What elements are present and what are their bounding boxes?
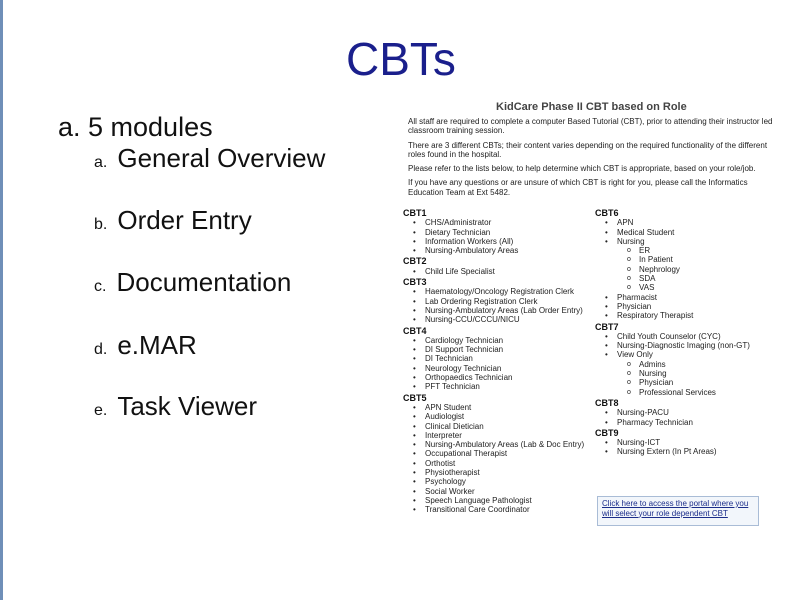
role-item: • Pharmacy Technician — [617, 418, 795, 427]
role-subitem: o SDA — [617, 274, 795, 283]
module-letter: b. — [94, 216, 108, 233]
role-item: • PFT Technician — [425, 382, 603, 391]
role-subitem: o Professional Services — [617, 388, 795, 397]
role-subitem: o ER — [617, 246, 795, 255]
role-item: • Information Workers (All) — [425, 237, 603, 246]
role-item: • Occupational Therapist — [425, 449, 603, 458]
role-item: • Nursing-CCU/CCCU/NICU — [425, 315, 603, 324]
cbt-group — [595, 429, 795, 457]
role-list — [595, 438, 795, 457]
role-item: • DI Support Technician — [425, 345, 603, 354]
role-item: • CHS/Administrator — [425, 218, 603, 227]
role-item: • Orthotist — [425, 459, 603, 468]
intro-paragraph: There are 3 different CBTs; their content varies depending on the required functionality of the different roles found in the hospital. — [408, 140, 768, 159]
intro-paragraph: All staff are required to complete a computer Based Tutorial (CBT), prior to attending their instructor led classroom training session. — [408, 117, 773, 136]
cbt-group — [403, 209, 603, 255]
cbt-heading: CBT9 — [595, 427, 619, 438]
role-item: • Pharmacist — [617, 293, 795, 302]
role-list — [403, 287, 603, 324]
role-item: • Social Worker — [425, 487, 603, 496]
role-item: • Physiotherapist — [425, 468, 603, 477]
cbt-heading: CBT6 — [595, 208, 619, 218]
document-intro — [408, 117, 778, 202]
cbt-heading: CBT4 — [403, 325, 427, 336]
role-item: • Dietary Technician — [425, 228, 603, 237]
role-subitem: o Nursing — [617, 369, 795, 378]
role-list — [403, 403, 603, 515]
module-letter: c. — [94, 278, 107, 295]
document-title: KidCare Phase II CBT based on Role — [496, 101, 687, 113]
role-list — [403, 267, 603, 276]
role-subitem: o In Patient — [617, 255, 795, 264]
role-item: • Child Life Specialist — [425, 267, 603, 276]
module-item — [94, 143, 325, 174]
role-item: • DI Technician — [425, 354, 603, 363]
cbt-group — [595, 323, 795, 397]
module-text: General Overview — [117, 143, 326, 173]
module-item — [94, 391, 257, 422]
role-item: • Interpreter — [425, 431, 603, 440]
role-item: • Cardiology Technician — [425, 336, 603, 345]
role-item: • APN — [617, 218, 795, 227]
role-item: • Nursing-Ambulatory Areas (Lab & Doc Entry) — [425, 440, 603, 449]
cbt-heading: CBT1 — [403, 208, 427, 218]
role-subitem: o Nephrology — [617, 265, 795, 274]
role-item: • Neurology Technician — [425, 364, 603, 373]
cbt-heading: CBT3 — [403, 277, 427, 288]
role-item: • Nursing-ICT — [617, 438, 795, 447]
module-item — [94, 205, 252, 236]
role-list — [595, 332, 795, 397]
role-item: • Nursing Extern (In Pt Areas) — [617, 447, 795, 456]
intro-paragraph: If you have any questions or are unsure of which CBT is right for you, please call the Informatics Education Team at Ext 5482. — [408, 178, 748, 197]
role-list — [403, 336, 603, 392]
left-cbt-column — [403, 207, 603, 515]
modules-heading: a. 5 modules — [58, 112, 213, 142]
role-item: • Nursing — [617, 237, 795, 246]
right-cbt-column — [595, 207, 795, 457]
role-item: • Child Youth Counselor (CYC) — [617, 332, 795, 341]
module-letter: a. — [94, 154, 108, 171]
cbt-heading: CBT8 — [595, 397, 619, 408]
role-subitem: o VAS — [617, 283, 795, 292]
role-subitem: o Admins — [617, 360, 795, 369]
role-subitem: o Physician — [617, 378, 795, 387]
role-item: • Haematology/Oncology Registration Clerk — [425, 287, 603, 296]
role-item: • Audiologist — [425, 412, 603, 421]
role-item: • Speech Language Pathologist — [425, 496, 603, 505]
role-item: • Orthopaedics Technician — [425, 373, 603, 382]
module-text: Order Entry — [117, 205, 252, 235]
role-item: • Medical Student — [617, 228, 795, 237]
role-item: • Nursing-PACU — [617, 408, 795, 417]
slide-title: CBTs — [346, 33, 456, 85]
role-item: • Physician — [617, 302, 795, 311]
module-text: e.MAR — [117, 330, 197, 360]
module-text: Task Viewer — [117, 391, 258, 421]
role-item: • View Only — [617, 350, 795, 359]
role-item: • APN Student — [425, 403, 603, 412]
role-item: • Transitional Care Coordinator — [425, 505, 603, 514]
cbt-group — [595, 399, 795, 427]
role-item: • Lab Ordering Registration Clerk — [425, 297, 603, 306]
module-item — [94, 330, 197, 361]
role-list — [595, 218, 795, 320]
module-letter: d. — [94, 341, 108, 358]
slide-left-border — [0, 0, 3, 600]
cbt-group — [403, 394, 603, 515]
role-item: • Clinical Dietician — [425, 422, 603, 431]
cbt-group — [403, 257, 603, 276]
cbt-group — [595, 209, 795, 321]
intro-paragraph: Please refer to the lists below, to help determine which CBT is appropriate, based on your role/job. — [408, 164, 756, 174]
portal-link[interactable]: Click here to access the portal where you will select your role dependent CBT — [597, 496, 759, 526]
module-item — [94, 267, 291, 298]
module-text: Documentation — [116, 267, 292, 297]
cbt-role-document-image — [401, 103, 791, 573]
role-item: • Nursing-Ambulatory Areas — [425, 246, 603, 255]
cbt-heading: CBT7 — [595, 321, 619, 332]
role-list — [403, 218, 603, 255]
role-item: • Nursing-Ambulatory Areas (Lab Order Entry) — [425, 306, 603, 315]
role-item: • Respiratory Therapist — [617, 311, 795, 320]
cbt-heading: CBT2 — [403, 256, 427, 267]
role-list — [595, 408, 795, 427]
module-letter: e. — [94, 402, 108, 419]
cbt-group — [403, 327, 603, 392]
role-item: • Nursing-Diagnostic Imaging (non-GT) — [617, 341, 795, 350]
cbt-group — [403, 278, 603, 324]
cbt-heading: CBT5 — [403, 392, 427, 403]
role-item: • Psychology — [425, 477, 603, 486]
